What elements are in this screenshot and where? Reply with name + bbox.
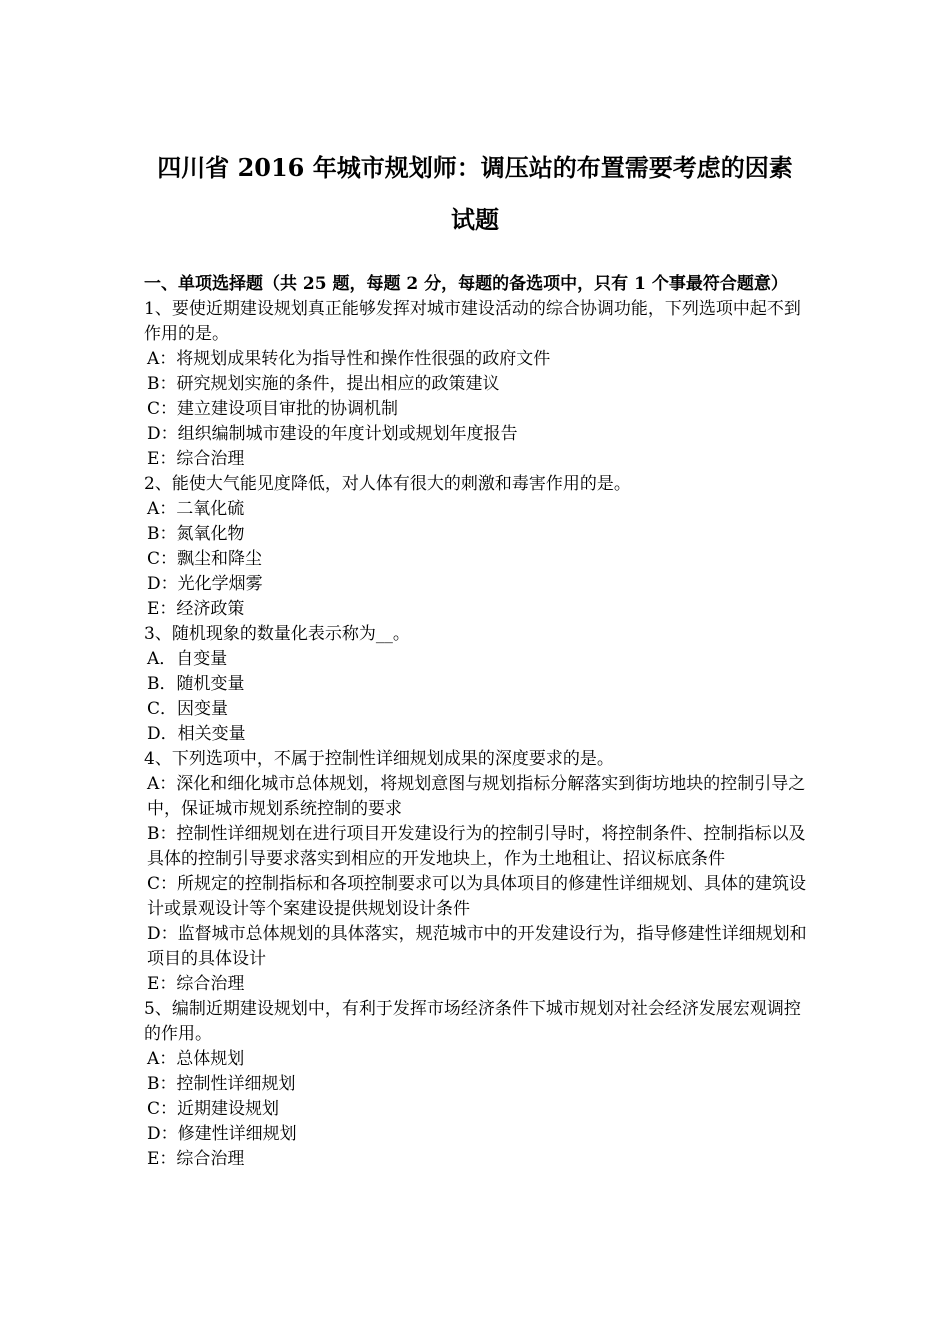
option-d: D．相关变量 xyxy=(147,724,246,744)
option-e: E：综合治理 xyxy=(147,1149,245,1169)
option-b: B．随机变量 xyxy=(147,674,245,694)
option-b: B：研究规划实施的条件，提出相应的政策建议 xyxy=(147,374,500,394)
question-stem: 3、随机现象的数量化表示称为__。 xyxy=(144,624,410,644)
question-1 xyxy=(144,297,808,472)
option-a: A：深化和细化城市总体规划，将规划意图与规划指标分解落实到街坊地块的控制引导之中，保证城市规划系统控制的要求 xyxy=(147,774,806,819)
option-d: D：监督城市总体规划的具体落实，规范城市中的开发建设行为，指导修建性详细规划和项目的具体设计 xyxy=(147,924,807,969)
option-b: B：控制性详细规划 xyxy=(147,1074,296,1094)
option-c: C：近期建设规划 xyxy=(147,1099,280,1119)
option-e: E：综合治理 xyxy=(147,449,245,469)
option-e: E：经济政策 xyxy=(147,599,245,619)
option-c: C：所规定的控制指标和各项控制要求可以为具体项目的修建性详细规划、具体的建筑设计或景观设计等个案建设提供规划设计条件 xyxy=(147,874,807,919)
question-stem: 1、要使近期建设规划真正能够发挥对城市建设活动的综合协调功能，下列选项中起不到作用的是。 xyxy=(144,299,801,344)
option-d: D：光化学烟雾 xyxy=(147,574,263,594)
option-c: C．因变量 xyxy=(147,699,229,719)
option-a: A：总体规划 xyxy=(147,1049,245,1069)
document-title-line-2: 试题 xyxy=(451,205,499,234)
question-5 xyxy=(144,997,808,1172)
option-d: D：修建性详细规划 xyxy=(147,1124,297,1144)
question-stem: 2、能使大气能见度降低，对人体有很大的刺激和毒害作用的是。 xyxy=(144,474,631,494)
option-b: B：氮氧化物 xyxy=(147,524,245,544)
option-c: C：建立建设项目审批的协调机制 xyxy=(147,399,399,419)
question-stem: 5、编制近期建设规划中，有利于发挥市场经济条件下城市规划对社会经济发展宏观调控的作用。 xyxy=(144,999,801,1044)
option-e: E：综合治理 xyxy=(147,974,245,994)
option-a: A：将规划成果转化为指导性和操作性很强的政府文件 xyxy=(147,349,551,369)
option-c: C：飘尘和降尘 xyxy=(147,549,263,569)
option-d: D：组织编制城市建设的年度计划或规划年度报告 xyxy=(147,424,518,444)
document-title-line-1: 四川省 2016 年城市规划师：调压站的布置需要考虑的因素 xyxy=(157,153,793,182)
option-b: B：控制性详细规划在进行项目开发建设行为的控制引导时，将控制条件、控制指标以及具体的控制引导要求落实到相应的开发地块上，作为土地租让、招议标底条件 xyxy=(147,824,806,869)
document-body xyxy=(144,272,808,1172)
section-heading: 一、单项选择题（共 25 题，每题 2 分，每题的备选项中，只有 1 个事最符合题意） xyxy=(144,274,788,294)
option-a: A．自变量 xyxy=(147,649,228,669)
question-2 xyxy=(144,472,808,622)
option-a: A：二氧化硫 xyxy=(147,499,245,519)
question-4 xyxy=(144,747,808,997)
question-stem: 4、下列选项中，不属于控制性详细规划成果的深度要求的是。 xyxy=(144,749,614,769)
question-3 xyxy=(144,622,808,747)
